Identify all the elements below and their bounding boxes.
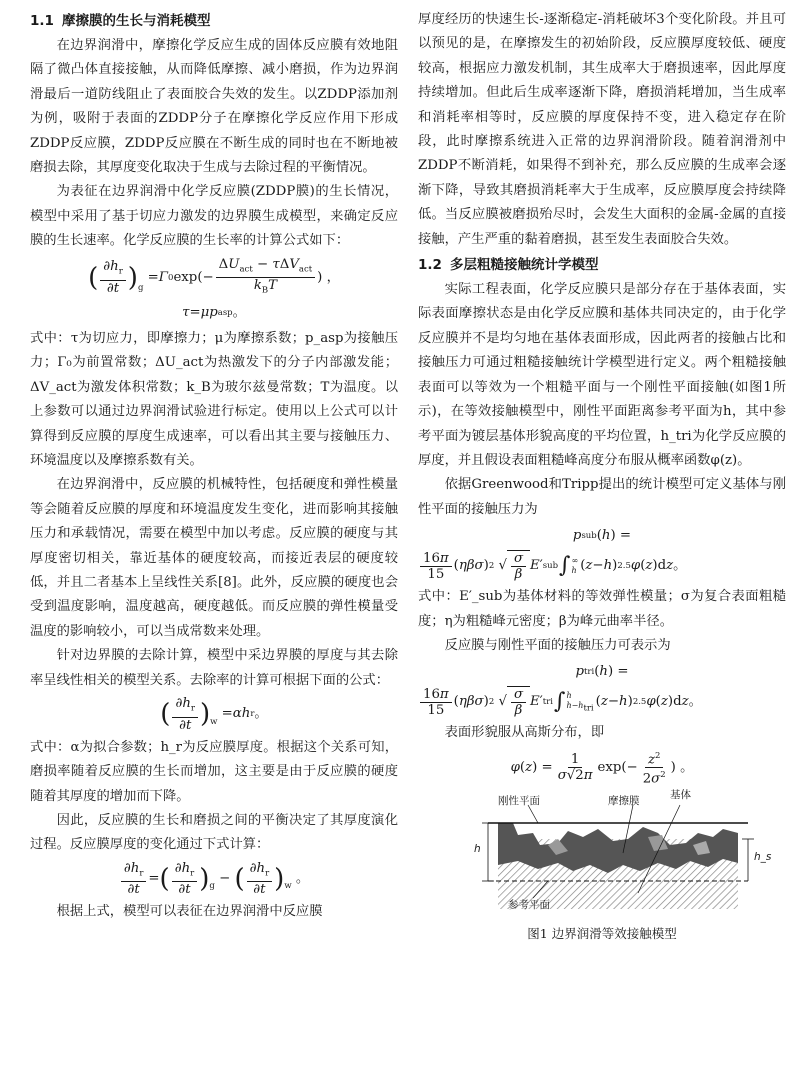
label-reference-plane: 参考平面 [508,898,550,911]
equation-thickness-change: $\frac{\partial h_r}{\partial t}$ = ( $\frac{\partial h_r}{\partial t}$ ) $_g$ − ( $\frac{\partial h_r}{\partial t}$ ) $_w$ 。 [30,861,398,898]
paragraph: 在边界润滑中，反应膜的机械特性，包括硬度和弹性模量等会随着反应膜的厚度和环境温度发生变化，进而影响其接触压力和承载情况，需要在模型中加以考虑。反应膜的硬度与其厚度密切相关，靠近基体的硬度较高，而接近表层的硬度较低，并且二者基本上呈线性关系[8]。此外，反应膜的硬度也会受到温度影响，温度越高，硬度越低。而反应膜的弹性模量受温度的影响较小，可以当成常数来处理。 [30,477,398,639]
label-hs: h_s [754,850,772,863]
paragraph: 因此，反应膜的生长和磨损之间的平衡决定了其厚度演化过程。反应膜厚度的变化通过下式计算： [30,812,398,853]
paragraph: 根据上式，模型可以表征在边界润滑中反应膜 [56,904,323,920]
contact-model-diagram [418,793,786,923]
equation-removal-rate: ( $\frac{\partial h_r}{\partial t}$ ) $_w$ = αh r 。 [160,696,268,733]
section-heading-1-2: 1.2 多层粗糙接触统计学模型 [418,257,599,274]
equation-ptri-rhs: $\frac{16\pi}{15}$ ( ηβσ ) 2 √ $\frac{\sigma}{\beta}$ E ′ tri ∫ h $h-h_{tri}$ ( z − h ) 2.5 φ ( z )d z 。 [418,686,786,718]
label-rigid-plane: 刚性平面 [498,794,540,807]
equation-psub-lhs: p sub ( h ) = [572,528,632,544]
paragraph: 反应膜与刚性平面的接触压力可表示为 [444,637,671,653]
figure-caption: 图1 边界润滑等效接触模型 [527,925,677,941]
paragraph: 为表征在边界润滑中化学反应膜(ZDDP膜)的生长情况，模型中采用了基于切应力激发的边界膜生成模型，来确定反应膜的生长速率。化学反应膜的生长率的计算公式如下： [30,184,398,249]
label-h: h [474,842,481,855]
right-column [418,8,786,945]
paragraph: 表面形貌服从高斯分布，即 [444,725,605,741]
paragraph: 在边界润滑中，摩擦化学反应生成的固体反应膜有效地阻隔了微凸体直接接触，从而降低摩擦、减小磨损，作为边界润滑最后一道防线阻止了表面胶合失效的发生。以ZDDP添加剂为例，吸附于表面的ZDDP分子在摩擦化学反应作用下形成ZDDP反应膜，ZDDP反应膜在不断生成的同时也在不断地被磨损去除，其厚度变化取决于生成与去除过程的平衡情况。 [30,38,398,176]
paragraph: 厚度经历的快速生长-逐渐稳定-消耗破坏3个变化阶段。并且可以预见的是，在摩擦发生的初始阶段，反应膜厚度较低、硬度较高，根据应力激发机制，其生成率大于磨损速率，因此厚度持续增加。但此后生成率逐渐下降，磨损消耗增加，当生成率和消耗率相等时，反应膜的厚度保持不变，进入稳定存在阶段，此时摩擦系统进入正常的边界润滑阶段。随着润滑剂中ZDDP不断消耗，如果得不到补充，那么反应膜的生成率会逐渐下降，导致其磨损消耗率大于生成率，反应膜厚度会持续降低。当反应膜被磨损殆尽时，会发生大面积的金属-金属的直接接触，产生严重的黏着磨损，甚至发生表面胶合失效。 [418,12,786,247]
equation-shear-stress: τ = μp asp 。 [182,304,246,320]
section-heading-1-1: 1.1 摩擦膜的生长与消耗模型 [30,13,211,29]
left-column [30,8,398,925]
paragraph: 针对边界膜的去除计算，模型中采边界膜的厚度与其去除率呈线性相关的模型关系。去除率的计算可根据下面的公式： [30,648,398,688]
paragraph: 式中：E′_sub为基体材料的等效弹性模量；σ为复合表面粗糙度；η为粗糙峰元密度；β为峰元曲率半径。 [418,589,786,629]
paragraph: 依据Greenwood和Tripp提出的统计模型可定义基体与刚性平面的接触压力为 [418,477,786,517]
label-substrate: 基体 [670,788,691,801]
figure-1 [418,788,786,923]
paragraph: 实际工程表面，化学反应膜只是部分存在于基体表面，实际表面摩擦状态是由化学反应膜和基体共同决定的，由于化学反应膜并不是均匀地在基体表面形成，因此两者的接触占比和接触压力可通过粗糙接触统计学模型进行定义。两个粗糙接触表面可以等效为一个粗糙平面与一个刚性平面接触(如图1所示)，在等效接触模型中，刚性平面距离参考平面为h，其中参考平面为镀层基体形貌高度的平均位置，h_tri为化学反应膜的厚度，并且假设表面粗糙峰高度分布服从概率函数φ(z)。 [418,282,786,468]
equation-psub-rhs: $\frac{16\pi}{15}$ ( ηβσ ) 2 √ $\frac{\sigma}{\beta}$ E ′ sub ∫ ∞ h ( z − h ) 2.5 φ ( z )d z 。 [418,550,786,582]
paragraph: 式中：α为拟合参数；h_r为反应膜厚度。根据这个关系可知，磨损率随着反应膜的生长而增加，这主要是由于反应膜的硬度随着其厚度的增加而下降。 [30,739,398,804]
paragraph: 式中：τ为切应力，即摩擦力；μ为摩擦系数；p_asp为接触压力；Γ₀为前置常数；ΔU_act为热激发下的分子内部激发能；ΔV_act为激发体积常数；k_B为玻尔兹曼常数；T为温度。以上参数可以通过边界润滑试验进行标定。使用以上公式可以计算得到反应膜的厚度生成速率，可以看出其主要与接触压力、环境温度以及摩擦系数有关。 [30,330,398,468]
label-friction-film: 摩擦膜 [608,794,640,807]
equation-gaussian: φ ( z ) = $\frac{1}{\sigma√2\pi}$ exp(− $\frac{z^2}{2\sigma^2}$ ) 。 [510,750,694,787]
equation-ptri-lhs: p tri ( h ) = [575,664,629,680]
equation-growth-rate: ( $\frac{\partial h_r}{\partial t}$ ) $_g$ = Γ 0 exp(− $\frac{\Delta U_{act} - \tau\Delta V_{act}}{k_BT}$ ) ， [88,256,340,297]
